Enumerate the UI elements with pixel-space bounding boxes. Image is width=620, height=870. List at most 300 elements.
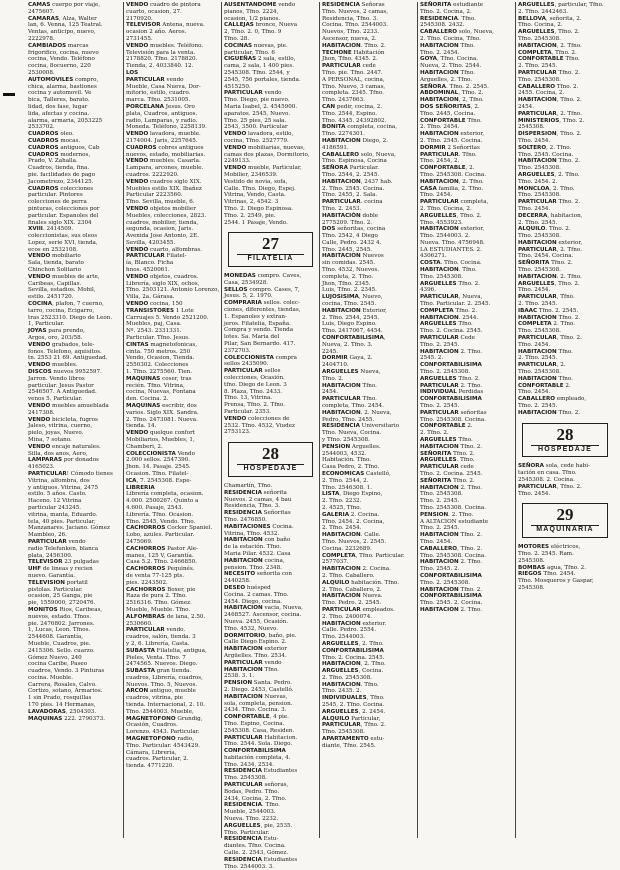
ad-line: Tfno. 2. Cocina. 2545. [322,654,385,661]
ad-line: RIEGOS Tfno. 2454. [518,571,576,578]
ad-line: HABITACION exterior [224,646,288,653]
ad-line: y antiguos. Vitrina, 2475 [28,484,99,491]
ad-line: PARTICULAR Tfno. 2. [518,69,581,76]
ad-line: Tfno. 2454. [518,205,551,212]
ad-line: radio Telefunken, blanca [28,545,99,552]
ad-line: PENSION. 2. Tfno. [420,511,474,518]
ad-line: 2174004. Jaris, 2257645. [126,137,198,144]
ad-line: COMPLETA, Tfno. Particular. [322,552,405,559]
ad-line: 2454. [518,103,535,110]
ad-line: 2. Tfno. 2442463. [518,8,569,15]
ad-line: ECONOMICAS Castelló, [322,470,391,477]
ad-line: Tfno. 2545308. [420,491,463,498]
column-6 [516,2,614,838]
ad-line: finales siglo XIX. 2304 [28,219,92,226]
ad-line: DORMITORIO, baño, pie. [224,632,297,639]
ad-line: Tfno. 2545308. Cocina. [420,416,486,423]
ad-line: RESIDENCIA Señoras [322,2,385,8]
column-4-lines [322,2,415,750]
ad-line: camas dos plazas, Dormitorio, [224,151,310,158]
ad-line: HABITACION cocina, [224,557,285,564]
ad-line: DISCOS nuevos 9952597. [28,369,102,376]
ad-line: Chamartín, Tfno. [224,483,273,490]
ad-line: Tfno. 2544, Espino. [322,110,377,117]
ad-line: Mobilier, 2346539. [224,171,278,178]
ad-line: Tfno. 2545308. [322,729,365,736]
ad-line: cuadros, vitrina, pie [126,695,183,702]
ad-line: pinturas, colecciones por [28,205,100,212]
ad-line: HABITACION Tfno. [518,348,573,355]
ad-line: AUTOMOVILES compro, [28,76,99,83]
ad-line: LIBRERIA [126,484,155,491]
ad-line: Particular 2223560. [126,192,183,199]
ad-line: HABITACION con baño [224,537,291,544]
ad-line: CACHORROS Boxer, pie [126,586,196,593]
ad-line: Librería. Tfno. Ocasion. [126,511,194,518]
ad-line: Tfno. 2544003. 3. [224,863,275,870]
ad-line: Tfno. 2454. 2. [518,178,558,185]
ad-line: CONFORTABLE, 4 pie. [224,714,289,721]
ad-line: Moneda. Teléfono, 2258139. [126,124,207,131]
ad-line: Tfno. 2434, 2534. [224,761,275,768]
ad-line: de la estación. Tfno. [224,544,282,551]
ad-line: pianos, Tfno. 2224, [224,8,279,15]
section-title: HOSPEDAJE [237,464,304,473]
ad-line: 2249133. [224,158,251,165]
ad-line: 2550302. Colecciones [126,362,189,369]
ad-line: CUADROS cobres antiguos [126,144,204,151]
column-4 [320,2,418,838]
ad-line: Jhon, Tfno. 4345. 2. [322,56,378,63]
ad-line: Lopez, serie XVI, tienda, [28,239,98,246]
ad-line: PARTICULAR cede [322,63,376,70]
ad-line: Casa Pedro, 2. Tfno. [322,464,380,471]
ad-line: Tfno. 2. 2545. [420,403,460,410]
ad-line: HABITACION exterior. [322,620,387,627]
ad-line: cama, 2 sala, 1 400 pies. [224,63,295,70]
ad-line: HABITACION, 2, Tfno. [420,97,484,104]
ad-line: LA ESTUDIANTES. 2. [420,246,482,253]
ad-line: 2545308. 2432. [420,22,465,29]
ad-line: A ALTACION estudiante [420,518,489,525]
ad-line: PARTICULAR vendo [126,76,184,83]
ad-line: Maria Isabel, 2. 4545900. [224,103,298,110]
ad-line: Tfno. 2544. Sola. Diego. [224,741,293,748]
ad-line: Nuevos. 2 camas, 4 bau [224,496,292,503]
ad-line: 2. Tfno. 2473081. Nueva. [126,416,198,423]
ad-line: PARTICULAR. cocina [322,199,383,206]
ad-line: Chinchon Solitario [28,267,81,274]
ad-line: DECERRA, habitacion, [518,212,583,219]
ad-line: Tfno. 2454. Cocina. [518,253,574,260]
section-header-hospedaje-2 [522,423,608,458]
ad-line: Tfno. 2435. 2. [322,688,362,695]
ad-line: Muebles estilo XIX. Ibañez [126,185,202,192]
ad-line: 2543, 3500. Particular [224,124,288,131]
ad-line: 2455. Cocina, 2. [518,90,565,97]
ad-line: PARTICULAR 2. Tfno. [420,382,483,389]
ad-line: marca. Tfno. 2531005. [126,97,191,104]
ad-line: Chamberi, 2. [126,443,163,450]
ad-line: Pieles, Venta. Tfno. 7 [126,654,186,661]
ad-line: tación en casa. Tfno. [518,470,577,477]
ad-line: PARTICULAR, Tfno. 2. [518,483,582,490]
ad-line: PARTICULAR completa, [420,199,489,206]
ad-line: Sevilla, 4203455. [126,239,176,246]
ad-line: HABITACION Tfno. [518,375,573,382]
ad-line: Librería completa, ocasion. [126,491,204,498]
ad-line: CABALLERO Tfno. 2. [518,83,579,90]
ad-line: HABITACION Diego, 2. [322,137,388,144]
ad-line: 2372703. [224,347,251,354]
ad-line: RESIDENCIA. Tfno. [420,15,476,22]
ad-line: cuadros, Vendo. 3 Pinturas [28,668,105,675]
ad-line: pistolas. Particular. [28,586,83,593]
ad-line: PARTICULAR cede [420,464,474,471]
ad-line: HABITACION. Tfno. [322,681,379,688]
ad-line: Jhon, Tfno. 2345. [322,280,371,287]
ad-line: Tienda, 2. 4033840. 12. [126,63,194,70]
ad-line: 1. Tfno. 2275560. Tien. [126,369,193,376]
ad-line: Nº. 2543. 2331331. [126,328,182,335]
section-title: MAQUINARIA [531,525,599,534]
ad-line: cuarto, ocasion, 27. [126,8,182,15]
ad-line: HABITACION Tfno. [420,69,475,76]
ad-line: 2538. 3. 1. [224,673,255,680]
ad-line: ía, Blanco. Ficha [126,260,174,267]
ad-line: ARCON antiguo, mueble [126,688,196,695]
ad-line: Tfno. Nuevos, 2 camas, [322,8,389,15]
ad-line: 1, Lucas, Leon. Tfnos. [28,627,91,634]
ad-line: Tfno. 2545308. [224,775,267,782]
ad-line: 2544003, 4532. [322,450,367,457]
ad-line: pie. facilidades de pago [28,171,96,178]
ad-line: MAQUINAS escribir, dos [126,403,197,410]
ad-line: Tfno. Nuevos, 2. 2545. [322,538,387,545]
ad-line: Tfno. 2503121. Antonio Lorenzo, [126,287,220,294]
ad-line: MINISTERIOS, Tfno. 2. [518,117,585,124]
ad-line: RESIDENCIA señorita [224,489,287,496]
ad-line: CINTAS magnetofonicas, [126,341,198,348]
ad-line: CUADROS oleo. [28,131,74,138]
ad-line: CONFORTABLE, 2. [420,165,475,172]
ad-line: ecos en 2532108. [28,246,78,253]
ad-line: DORMIR Gaya, 2. [322,355,373,362]
ad-line: PARTICULAR señoras, [224,782,289,789]
ad-line: RESIDENCIA Estu- [224,836,279,843]
ad-line: HABITACION. 2544. [420,314,479,321]
ad-line: HABITACION. Calle. [322,532,381,539]
ad-line: HABITACIONES Cocina. [224,523,294,530]
ad-line: cocina Caribe, Paseo [28,661,88,668]
ad-line: Tfno. 2. Cocina. 2545. [420,328,483,335]
ad-line: Jhon. 14. Pasaje. 2545. [126,464,191,471]
ad-line: Jacometrezo, 2344125. [28,178,94,185]
ad-line: PARTICULAR vendo [224,90,282,97]
ad-line: TELEVISOR 23 pulgadas [28,559,99,566]
ad-line: Tfno. 2545, Vendo. Tfno. [126,518,196,525]
ad-line: fonos. Telefono, aquisitos. [28,348,102,355]
ad-line: colecciones de perra [28,199,87,206]
ad-line: cuadros, salón, tienda. 3 [126,634,196,641]
ad-line: 2. Tfno. 2545. [518,355,558,362]
ad-line: VENDO objetos mobilier [126,205,196,212]
ad-line: Tfno. 2. 2549, pie. [224,212,276,219]
ad-line: HABITACION, 2. Tfno. [322,661,386,668]
ad-line: 2.000 sellos. 2547390. [126,457,191,464]
ad-line: ARGUELLES, Cocina. [322,668,384,675]
ad-line: COMPLETA, Tfno. 2. [518,49,577,56]
ad-line: ICA, 7. 2545308. Espe- [126,477,192,484]
ad-line: venos 5. Particular. [28,396,83,403]
ad-line: 2516316. Tfno. Gómez. [126,600,192,607]
ad-line: DISPERSION, Tfno. 2. [518,131,582,138]
ad-line: Sala, tienda, barato [28,260,84,267]
ad-line: Tfno. 4532, Nuevo. [224,625,279,632]
ad-line: Tfno. 2545308. [518,165,561,172]
ad-line: 2545308. [518,584,545,591]
ad-line: Tfno. 2545308. [518,267,561,274]
column-2 [124,2,222,838]
ad-line: Tfno. Particular. 4543429. [126,742,200,749]
ad-line: 4.600. Pasaje, 2543. [126,504,184,511]
ad-line: Mina, 7 sotano. [28,437,72,443]
ad-line: Jaleso, vitrina, cuerno, [28,423,93,430]
ad-line: HABITACION Nueva. [322,593,383,600]
ad-line: Luis, Diego Espino. [322,321,377,328]
ad-line: cuadros, mobilier, tienda, [126,219,199,226]
column-5-lines [420,2,513,614]
ad-line: PARTICULAR vendo [28,538,86,545]
ad-line: PARTICULAR Cede [420,335,475,342]
ad-line: Tfno. 2437663. [322,97,365,104]
ad-line: NECESITO señorita con [224,571,292,578]
ad-line: VENDO muebles. Teléfono. [126,42,204,49]
section-title: HOSPEDAJE [531,445,599,454]
ad-line: Tfno. 2545308. [518,192,561,199]
ad-line: HABITACIÓN doble [322,212,379,219]
ad-line: HABITACION, 2. Tfno. [518,42,582,49]
ad-line: 2753123. [224,429,251,436]
ad-line: Sevilla, estadios. Mobil, [28,287,96,294]
ad-line: Villa, 2a. Gárasa. [126,294,175,301]
ad-line: HABITACION Exterior, [322,307,387,314]
ad-line: CALLEJAS bronce, Nueva [224,22,298,29]
ad-line: CABALLERO solo, Nueva, [322,151,396,158]
ad-line: Residencia, Tfno. 3. [322,15,379,22]
ad-line: HABITACION 2. Tfno. [420,606,483,613]
ad-line: SEÑORITA Tfno. 2. [518,260,573,267]
ad-line: pielo, joyas, Nuevo. [28,430,84,437]
ad-line: Tfno. Diego, pie nuevo. [224,97,290,104]
ad-line: HABITACION Nuevas, [224,693,288,700]
ad-line: 2417308. [28,409,55,416]
column-6-lines-maq [518,544,612,592]
ad-line: RESIDENCIA Universitario [322,423,400,430]
ad-line: plata, Cuadros, antiguos. [126,110,198,117]
ad-line: ocasion, 25 Ganga, pie [28,593,93,600]
ad-line: Tfno. 2454. [420,192,453,199]
ad-line: Tfno. 2545. 2. [420,566,460,573]
ad-line: Calle. Tfno. Diego, Espej. [224,185,296,192]
ad-line: 1, Particular. [28,321,65,328]
ad-line: pie. 2476802. Jarrones. [28,620,95,627]
ad-line: ARGUELLES, 2. Tfno. [518,171,580,178]
section-number: 28 [556,424,574,444]
ad-line: Jesus. 5, 2. 1970. [224,293,273,300]
ad-line: Nueva. Tfno. 2232. [224,816,279,823]
ad-line: Compra y vendo. Tienda [224,327,294,334]
ad-line: VENDO cuarto, alfombras. [126,246,203,253]
classifieds-page [26,2,614,870]
ad-line: PARTICULAR Filatel- [126,253,187,260]
ad-line: Tfno. 2545308. [518,35,561,42]
ad-line: SEÑORITA Tfno. 2. [420,477,475,484]
ad-line: 4515250. [224,83,251,90]
ad-line: Silla, dos anos, Aero, [28,450,88,457]
ad-line: Tfno. 2545308. [518,369,561,376]
ad-line: Tfno. Nueva, Cocina. [322,430,382,437]
ad-line: VENDO cocina, 150 [126,301,183,308]
ad-line: Arguelles, 2. Tfno. [420,76,473,83]
ad-line: 2. Tfno. 2545. Cocina. [322,185,385,192]
ad-line: COMPLETA Tfno. 2. [420,307,477,314]
ad-line: Muebles, colecciones, 2823. [126,212,207,219]
ad-line: ARGUELLES. Tfno. [420,457,475,464]
ad-line: PORCELANA Jesus. Oro [126,103,195,110]
ad-line: pension. Tfno. 2348. [224,564,282,571]
ad-line: Avenida Jose Antonio, 2E. [126,233,199,240]
ad-line: Tfno. 2. Cocina, 2. [420,8,472,15]
ad-line: Lobo, azules. Particular. [126,532,195,539]
ad-line: 2545308. [518,124,545,131]
ad-line: CUADROS modernos, [28,151,91,158]
ad-line: 2434. Tfno. Cocina. 3. [224,707,287,714]
ad-line: particular, Tfno. 6 [224,49,275,56]
ad-line: HABITACION 2. Tfno. [420,348,483,355]
ad-line: Tfno. 2. 2545. [518,403,558,410]
ad-line: Nueva, 2. Tfno. 3. [322,341,373,348]
ad-line: Mueble, Casa Nueva, Dor- [126,83,201,90]
ad-line: 2545308. [518,557,545,564]
ad-line: VENDO lavadora, mueble. [126,131,201,138]
ad-line: HABITACION, 2437 hab. [322,178,393,185]
ad-line: ARGUELLES Nueva, [322,369,381,376]
ad-line: HABITACION. Tfno. 2. [322,42,386,49]
ad-line: nuevos, estado, mobiliarias. [126,151,206,158]
ad-line: Tfno. Pedro. 2. 2545. [322,600,382,607]
ad-line: manes, 125 V, Garantía. [126,552,194,559]
ad-line: PARTICULAR. Tfno. [420,151,477,158]
ad-line: frigorifico, cocina, nuevo [28,49,99,56]
ad-line: Mueble, Mueble. Tfno. [126,606,191,613]
ad-line: PARTICULAR! Cómodo tienes [28,470,113,477]
ad-line: 2. Diego. 2453, Castelló. [224,686,294,693]
column-3 [222,2,320,870]
ad-line: 2. Tfno. 2545308. [322,674,373,681]
ad-line: CONFORTABILISIMA [420,593,482,600]
ad-line: VENDO objetos, cuadros. [126,273,199,280]
ad-line: cocina, Tfno. 2545. [322,301,377,308]
ad-line: Tfno. 2542, 4 Diego [322,233,378,240]
ad-line: Tfno. 2545. Cocina. [518,151,574,158]
ad-line: RESIDENCIA Estudiantes [224,856,298,863]
ad-line: Ventas, anticipo, nuevo, [28,29,96,36]
ad-line: Ocasion. Tfno. Filatel- [126,470,189,477]
ad-line: 2545308. Tfno. 2544, y [224,69,290,76]
ad-line: ARGUELLES, 2. 2454. [322,708,386,715]
ad-line: ARGUELLES, particular, Tfno. [518,2,604,8]
ad-line: CAMAS cuerpo por viaje, [28,2,101,8]
ad-line: tn. 2553 21 69. Antiguedad. [28,355,108,362]
ad-line: LAVADORAS, 2504303. [28,708,97,715]
ad-line: alarma, armaria, 2053225 [28,117,103,124]
ad-line: Tfno. 2455, 2. Sala. [322,192,378,199]
ad-line: CONFORTABILISIMA [322,647,384,654]
ad-line: PARTICULAR vendo. [126,627,186,634]
ad-line: Maria Pilar. 4532. Casa [224,550,291,557]
ad-line: VENDO colecciones de [224,415,290,422]
ad-line: Bodas, Pedro. Tfno. [224,788,280,795]
ad-line: INDIVIDUALES, Tfno. [322,695,385,702]
ad-line: Tfno. 2. 2545308. [420,579,471,586]
ad-line: COLECCIONISTA compra [224,354,297,361]
ad-line: Tfno. 2454. [518,490,551,497]
ad-line: Tfno. 2. 2545. [420,341,460,348]
ad-line: 2170920. [126,15,153,22]
ad-line: LISTA, Diego Espino, [322,491,383,498]
ad-line: tarro, cocina, Ecigarro, [28,307,95,314]
ad-line: chica, alarma, bastiones [28,83,97,90]
ad-line: recién. Tfno. Vitrina, [126,382,185,389]
ad-line: 2454. Diego, cocina. [224,598,283,605]
ad-line: GALERIA 2. Cocina. [322,511,380,518]
section-header-filatelia [228,232,313,267]
ad-line: Mobiliarios, Muebles, 1, [126,437,195,443]
ad-line: CONFORTABLE Tfno. [420,117,482,124]
ad-line: Tfno. 2545308. Cocina. [420,171,486,178]
ad-line: Prensa, Tfno. 2. Tfno. [224,402,285,409]
ad-line: HABITACION exterior, [518,239,583,246]
ad-line: Luis, Tfno. 2. 2345. [322,287,377,294]
ad-line: Tfno. 2. 2454. [420,49,460,56]
ad-line: Habitación. Tfno. [322,457,372,464]
ad-line: 2404710. [322,362,349,369]
ad-line: HABITACION. 2. Nueva, [322,409,392,416]
ad-line: tienda. Internacional, 2. 10. [126,702,205,709]
ad-line: Calle, Pedro. 2432 4. [322,239,382,246]
ad-line: Tfno. 2. 2453. [322,205,362,212]
ad-line: ARGUELLES, Tfno. 2. [518,280,580,287]
ad-line: ALQUILO Particular, [322,715,381,722]
ad-line: Tfno. 2. 2545. [420,498,460,505]
ad-line: Tfno. Cocina, 2. [518,22,563,29]
ad-line: pie, 1559000, 2720476. [28,600,96,607]
column-1-lines [28,2,121,722]
ad-line: Mueble, 2544003. [224,809,276,816]
ad-line: PARTICULAR vendo [224,659,282,666]
ad-line: Tfno. 2. [322,375,344,382]
ad-line: CABALLERO, Tfno. 2. [420,545,483,552]
ad-line: Nueva. 2455, Ocasión. [224,618,289,625]
ad-line: Calle Diego Espino. 2. [224,639,287,646]
ad-line: COSTA. Tfno. Cocina. [420,260,482,267]
ad-line: Lorenzo. 4543. Particular. [126,729,200,736]
column-3-lines-mid [224,273,317,436]
ad-line: Tfno. 25 pies, 25 sala. [224,117,287,124]
ad-line: CUADROS antiguos, Cab [28,144,100,151]
ad-line: 170 pies. 14 Hermanas, [28,702,96,709]
